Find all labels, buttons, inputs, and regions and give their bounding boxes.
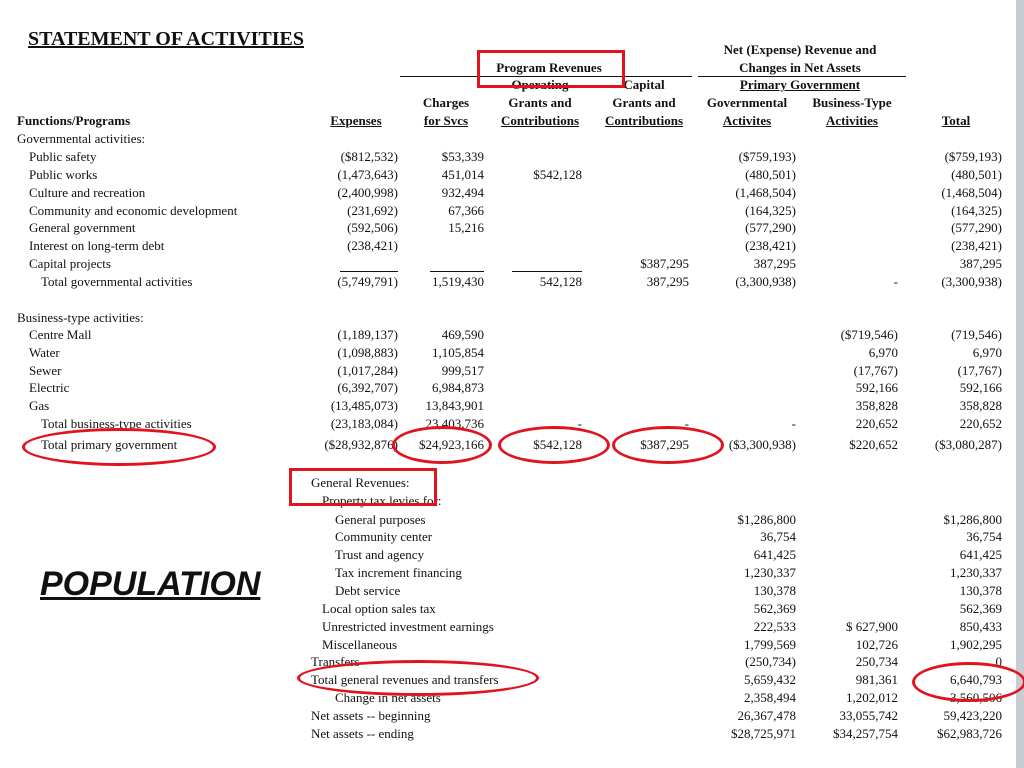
- business-row-expenses: (1,098,883): [337, 345, 398, 360]
- business-row-label: Water: [29, 345, 60, 360]
- governmental-header-1: Governmental: [706, 95, 788, 110]
- governmental-row-charges: 15,216: [448, 220, 484, 235]
- governmental-row-gov: (3,300,938): [735, 274, 796, 289]
- business-row-bus: 220,652: [855, 416, 898, 431]
- business-row-label: Electric: [29, 380, 70, 395]
- general-revenue-total: $62,983,726: [937, 726, 1002, 741]
- governmental-row-capital: 387,295: [646, 274, 689, 289]
- governmental-row-total: (3,300,938): [941, 274, 1002, 289]
- governmental-row-gov: (480,501): [745, 167, 796, 182]
- governmental-row-charges: $53,339: [441, 149, 484, 164]
- capital-header-3: Contributions: [604, 113, 684, 128]
- primary-total-operating: $542,128: [533, 437, 582, 452]
- general-revenues-heading: General Revenues:: [311, 475, 410, 490]
- primary-total-total: ($3,080,287): [934, 437, 1002, 452]
- governmental-row-label: Interest on long-term debt: [29, 238, 165, 253]
- general-revenue-gov: 130,378: [753, 583, 796, 598]
- governmental-row-gov: 387,295: [753, 256, 796, 271]
- governmental-row-charges: 67,366: [448, 203, 484, 218]
- general-revenue-gov: $28,725,971: [731, 726, 796, 741]
- general-revenue-gov: 1,799,569: [744, 637, 796, 652]
- governmental-row-label: Public works: [29, 167, 98, 182]
- business-row-total: 592,166: [959, 380, 1002, 395]
- general-revenue-total: 6,640,793: [950, 672, 1002, 687]
- general-revenue-label: Tax increment financing: [335, 565, 462, 580]
- governmental-row-operating: $542,128: [533, 167, 582, 182]
- general-revenue-label: Net assets -- beginning: [311, 708, 431, 723]
- general-revenues-total-circle: [912, 662, 1024, 702]
- general-revenue-total: 3,560,506: [950, 690, 1002, 705]
- operating-header-1: Operating: [511, 77, 569, 92]
- business-row-charges: 23,403,736: [425, 416, 484, 431]
- business-row-total: 358,828: [959, 398, 1002, 413]
- business-row-expenses: (1,017,284): [337, 363, 398, 378]
- business-row-charges: 13,843,901: [425, 398, 484, 413]
- governmental-subtotal-rule: [512, 271, 582, 272]
- governmental-row-total: (577,290): [951, 220, 1002, 235]
- general-revenue-gov: 641,425: [753, 547, 796, 562]
- governmental-row-expenses: (592,506): [347, 220, 398, 235]
- general-revenue-total: 562,369: [959, 601, 1002, 616]
- governmental-row-total: (480,501): [951, 167, 1002, 182]
- business-row-bus: (17,767): [853, 363, 898, 378]
- general-revenue-total: 36,754: [966, 529, 1002, 544]
- governmental-row-expenses: (231,692): [347, 203, 398, 218]
- general-revenue-bus: 981,361: [855, 672, 898, 687]
- total-general-revenues-circle: [297, 660, 539, 696]
- primary-total-charges: $24,923,166: [419, 437, 484, 452]
- governmental-row-charges: 1,519,430: [432, 274, 484, 289]
- primary-total-capital: $387,295: [640, 437, 689, 452]
- governmental-row-label: Community and economic development: [29, 203, 238, 218]
- capital-header-2: Grants and: [612, 95, 676, 110]
- business-row-bus: 6,970: [868, 345, 898, 360]
- general-revenue-total: 1,230,337: [950, 565, 1002, 580]
- net-group-header-line1: Net (Expense) Revenue and: [723, 42, 877, 57]
- general-revenue-gov: 26,367,478: [737, 708, 796, 723]
- business-row-operating: -: [577, 416, 582, 431]
- business-row-charges: 999,517: [441, 363, 484, 378]
- governmental-row-operating: 542,128: [539, 274, 582, 289]
- charges-header-1: Charges: [422, 95, 470, 110]
- business-row-total: (17,767): [957, 363, 1002, 378]
- business-row-gov: -: [791, 416, 796, 431]
- general-revenue-bus: $ 627,900: [846, 619, 898, 634]
- general-revenues-highlight-box: [289, 468, 437, 506]
- business-row-expenses: (1,189,137): [337, 327, 398, 342]
- primary-total-label: Total primary government: [41, 437, 178, 452]
- expenses-header: Expenses: [330, 113, 382, 128]
- general-revenue-label: Net assets -- ending: [311, 726, 414, 741]
- general-revenue-total: 850,433: [959, 619, 1002, 634]
- business-row-label: Total business-type activities: [41, 416, 192, 431]
- governmental-row-gov: (1,468,504): [735, 185, 796, 200]
- governmental-row-expenses: (1,473,643): [337, 167, 398, 182]
- general-revenue-label: Trust and agency: [335, 547, 425, 562]
- program-revenues-header: Program Revenues: [496, 60, 602, 75]
- primary-government-header: Primary Government: [739, 77, 861, 92]
- governmental-row-total: (1,468,504): [941, 185, 1002, 200]
- business-row-bus: ($719,546): [840, 327, 898, 342]
- governmental-header-2: Activites: [722, 113, 772, 128]
- governmental-row-total: 387,295: [959, 256, 1002, 271]
- governmental-row-label: General government: [29, 220, 136, 235]
- governmental-row-expenses: (2,400,998): [337, 185, 398, 200]
- functions-programs-header: Functions/Programs: [17, 113, 131, 128]
- general-revenue-bus: 250,734: [855, 654, 898, 669]
- program-revenues-highlight-box: [477, 50, 625, 88]
- governmental-row-gov: ($759,193): [738, 149, 796, 164]
- governmental-row-expenses: (5,749,791): [337, 274, 398, 289]
- business-row-bus: 358,828: [855, 398, 898, 413]
- general-revenue-total: 130,378: [959, 583, 1002, 598]
- general-revenue-gov: 1,230,337: [744, 565, 796, 580]
- governmental-subtotal-rule: [340, 271, 398, 272]
- general-revenue-gov: 5,659,432: [744, 672, 796, 687]
- general-revenue-total: 1,902,295: [950, 637, 1002, 652]
- business-row-expenses: (13,485,073): [330, 398, 398, 413]
- business-row-charges: 6,984,873: [432, 380, 484, 395]
- population-label: POPULATION: [40, 565, 261, 603]
- general-revenue-label: Transfers: [311, 654, 360, 669]
- primary-total-gov: ($3,300,938): [728, 437, 796, 452]
- operating-header-2: Grants and: [508, 95, 572, 110]
- general-revenue-bus: $34,257,754: [833, 726, 898, 741]
- business-row-expenses: (23,183,084): [330, 416, 398, 431]
- net-group-header-line2: Changes in Net Assets: [739, 60, 861, 75]
- general-revenue-gov: 36,754: [760, 529, 796, 544]
- business-heading: Business-type activities:: [17, 310, 144, 325]
- general-revenue-bus: 102,726: [855, 637, 898, 652]
- general-revenue-total: 0: [995, 654, 1002, 669]
- operating-total-circle: [498, 426, 610, 464]
- business-row-label: Sewer: [29, 363, 62, 378]
- business-row-charges: 1,105,854: [432, 345, 484, 360]
- general-revenue-total: 641,425: [959, 547, 1002, 562]
- business-row-capital: -: [684, 416, 689, 431]
- general-revenue-gov: 2,358,494: [744, 690, 796, 705]
- capital-header-1: Capital: [623, 77, 665, 92]
- governmental-row-gov: (577,290): [745, 220, 796, 235]
- charges-header-2: for Svcs: [423, 113, 469, 128]
- governmental-row-total: ($759,193): [944, 149, 1002, 164]
- general-revenue-gov: $1,286,800: [737, 512, 796, 527]
- general-revenue-bus: 1,202,012: [846, 690, 898, 705]
- total-header: Total: [941, 113, 971, 128]
- governmental-heading: Governmental activities:: [17, 131, 146, 146]
- governmental-row-label: Capital projects: [29, 256, 111, 271]
- general-revenue-label: General purposes: [335, 512, 426, 527]
- charges-total-circle: [392, 426, 492, 464]
- business-header-2: Activities: [826, 113, 878, 128]
- page-title: STATEMENT OF ACTIVITIES: [28, 28, 305, 50]
- business-row-label: Gas: [29, 398, 50, 413]
- governmental-row-label: Public safety: [29, 149, 97, 164]
- general-revenue-total: 59,423,220: [943, 708, 1002, 723]
- governmental-row-label: Total governmental activities: [41, 274, 193, 289]
- governmental-row-expenses: (238,421): [347, 238, 398, 253]
- general-revenue-total: $1,286,800: [943, 512, 1002, 527]
- governmental-row-label: Culture and recreation: [29, 185, 146, 200]
- general-revenue-label: Local option sales tax: [322, 601, 436, 616]
- business-row-label: Centre Mall: [29, 327, 92, 342]
- business-row-charges: 469,590: [441, 327, 484, 342]
- general-revenue-gov: (250,734): [745, 654, 796, 669]
- primary-total-expenses: ($28,932,876): [324, 437, 398, 452]
- general-revenue-label: Unrestricted investment earnings: [322, 619, 494, 634]
- governmental-row-charges: 451,014: [441, 167, 484, 182]
- business-row-expenses: (6,392,707): [337, 380, 398, 395]
- operating-header-3: Contributions: [500, 113, 580, 128]
- general-revenue-gov: 562,369: [753, 601, 796, 616]
- slide-edge-bar: [1016, 0, 1024, 768]
- property-tax-heading: Property tax levies for:: [322, 493, 442, 508]
- general-revenue-label: Total general revenues and transfers: [311, 672, 499, 687]
- business-row-total: (719,546): [951, 327, 1002, 342]
- general-revenue-label: Change in net assets: [335, 690, 441, 705]
- general-revenue-label: Miscellaneous: [322, 637, 398, 652]
- governmental-row-gov: (238,421): [745, 238, 796, 253]
- governmental-subtotal-rule: [430, 271, 484, 272]
- general-revenue-label: Debt service: [335, 583, 401, 598]
- capital-total-circle: [612, 426, 724, 464]
- general-revenue-gov: 222,533: [753, 619, 796, 634]
- business-row-bus: 592,166: [855, 380, 898, 395]
- governmental-row-total: (164,325): [951, 203, 1002, 218]
- business-row-total: 6,970: [972, 345, 1002, 360]
- governmental-row-gov: (164,325): [745, 203, 796, 218]
- governmental-row-capital: $387,295: [640, 256, 689, 271]
- business-row-total: 220,652: [959, 416, 1002, 431]
- general-revenue-label: Community center: [335, 529, 433, 544]
- general-revenue-bus: 33,055,742: [839, 708, 898, 723]
- governmental-row-bus: -: [893, 274, 898, 289]
- business-header-1: Business-Type: [812, 95, 892, 110]
- governmental-row-expenses: ($812,532): [340, 149, 398, 164]
- primary-total-bus: $220,652: [849, 437, 898, 452]
- governmental-row-total: (238,421): [951, 238, 1002, 253]
- total-primary-government-circle: [22, 428, 216, 466]
- governmental-row-charges: 932,494: [441, 185, 484, 200]
